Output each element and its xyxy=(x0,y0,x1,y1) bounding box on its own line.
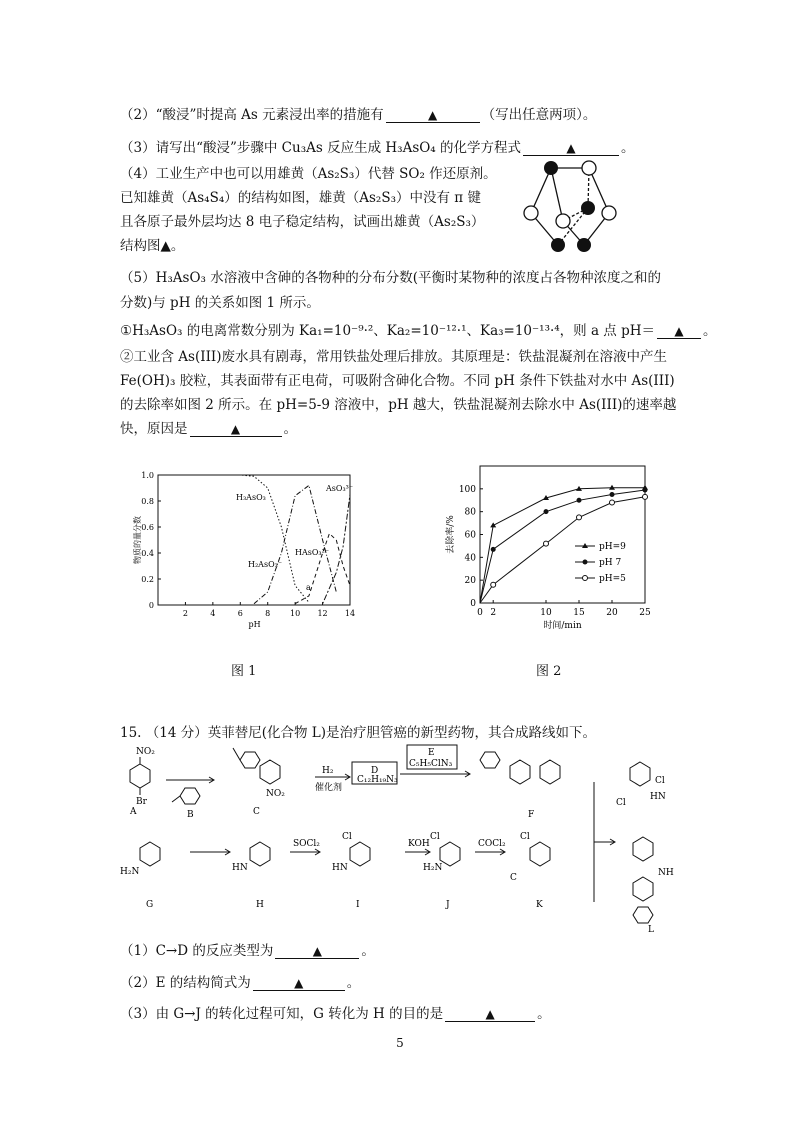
y-tick-label: 0 xyxy=(470,599,476,609)
q5-line-2: 分数)与 pH 的关系如图 1 所示。 xyxy=(120,295,320,311)
q5-s1-tail: 。 xyxy=(703,323,717,339)
x-tick-label: 12 xyxy=(317,609,328,618)
atom-node xyxy=(551,238,565,252)
j-h2n-group: H₂N xyxy=(423,863,443,873)
y-tick-label: 60 xyxy=(464,530,476,541)
br-group: Br xyxy=(136,797,147,807)
e-formula: C₅H₅ClN₃ xyxy=(409,759,453,769)
y-tick-label: 0 xyxy=(148,601,154,610)
s1-tail: 。 xyxy=(361,943,375,959)
q4-tail: 。 xyxy=(170,238,185,254)
q4-blank: ▲ xyxy=(160,238,171,254)
label-d: D xyxy=(371,766,379,776)
y-tick-label: 40 xyxy=(464,553,476,564)
atom-node xyxy=(582,161,596,175)
no2-group: NO₂ xyxy=(136,747,155,757)
q5-sub-2d xyxy=(120,417,297,437)
q4-line-4 xyxy=(120,234,184,254)
reagent-koh: KOH xyxy=(408,839,430,849)
series-line-1 xyxy=(254,485,336,603)
c-no2-group: NO₂ xyxy=(266,789,285,799)
label-e: E xyxy=(428,748,435,758)
series-line-0 xyxy=(158,475,309,602)
q5-s1-text: ①H₃AsO₃ 的电离常数分别为 Ka₁=10⁻⁹·²、Ka₂=10⁻¹²·¹、Ka₃=10⁻¹³·⁴，则 a 点 pH＝ xyxy=(120,323,656,339)
legend-label: pH=9 xyxy=(599,542,626,552)
label-aso3: AsO₃³⁻ xyxy=(326,484,354,493)
atom-node xyxy=(577,238,591,252)
data-point xyxy=(609,485,615,490)
label-l: L xyxy=(648,925,654,932)
q4-l4-text: 结构图 xyxy=(120,238,161,254)
x-tick-label: 6 xyxy=(237,609,243,618)
y-tick-label: 1.0 xyxy=(141,471,154,480)
label-a: A xyxy=(130,807,137,817)
atom-node xyxy=(602,206,616,220)
l-hn-group: HN xyxy=(650,792,666,802)
data-point xyxy=(643,494,648,499)
label-haso3: HAsO₃²⁻ xyxy=(295,548,330,557)
question-2 xyxy=(120,103,596,123)
q5-sub-2a: ②工业含 As(III)废水具有剧毒，常用铁盐处理后排放。其原理是：铁盐混凝剂在溶液中产生 xyxy=(120,349,667,365)
q3-text: （3）请写出“酸浸”步骤中 Cu₃As 反应生成 H₃AsO₄ 的化学方程式 xyxy=(120,140,522,156)
data-point xyxy=(577,498,582,503)
figure-2-chart xyxy=(435,458,655,640)
q3-blank: ▲ xyxy=(523,141,619,156)
legend-label: pH=5 xyxy=(599,574,626,584)
data-point xyxy=(643,487,648,492)
y-tick-label: 0.2 xyxy=(141,575,154,584)
figure-2-caption: 图 2 xyxy=(536,664,562,679)
i-cl-group: Cl xyxy=(342,832,352,842)
page-number: 5 xyxy=(396,1036,404,1050)
j-cl-group: Cl xyxy=(430,832,440,842)
q5-sub-2b: Fe(OH)₃ 胶粒，其表面带有正电荷，可吸附含砷化合物。不同 pH 条件下铁盐对水中 As(III) xyxy=(120,373,675,389)
q5-s1-blank: ▲ xyxy=(657,324,701,339)
s2-text: （2）E 的结构简式为 xyxy=(120,975,251,991)
q5-s2-tail: 。 xyxy=(283,421,297,437)
question-3 xyxy=(120,136,635,156)
label-h2aso3: H₂AsO₃⁻ xyxy=(248,560,283,569)
label-b: B xyxy=(187,810,194,820)
k-cl-group: Cl xyxy=(520,832,530,842)
label-k: K xyxy=(536,900,543,910)
s3-text: （3）由 G→J 的转化过程可知，G 转化为 H 的目的是 xyxy=(120,1006,444,1022)
x-tick-label: 14 xyxy=(344,609,356,618)
x-tick-label: 0 xyxy=(477,608,483,618)
reagent-catalyst: 催化剂 xyxy=(315,783,343,793)
atom-node xyxy=(524,206,538,220)
legend-marker xyxy=(583,560,588,565)
x-tick-label: 2 xyxy=(182,609,188,618)
label-i: I xyxy=(356,900,360,910)
data-point xyxy=(544,541,549,546)
sub-question-3 xyxy=(120,1002,551,1022)
label-j: J xyxy=(446,900,450,910)
s3-tail: 。 xyxy=(537,1006,551,1022)
l-cl-left: Cl xyxy=(616,798,626,808)
q5-sub-1 xyxy=(120,319,717,339)
sub-question-2 xyxy=(120,971,360,991)
as4s4-structure-diagram xyxy=(518,158,624,260)
data-point xyxy=(491,582,496,587)
label-g: G xyxy=(146,900,154,910)
label-f: F xyxy=(528,810,535,820)
s1-text: （1）C→D 的反应类型为 xyxy=(120,943,274,959)
g-h2n-group: H₂N xyxy=(120,867,140,877)
reagent-h2: H₂ xyxy=(322,766,334,776)
q5-sub-2c: 的去除率如图 2 所示。在 pH=5-9 溶液中，pH 越大，铁盐混凝剂去除水中 As(III)的速率越 xyxy=(120,397,677,413)
question-15: 15. （14 分）英菲替尼(化合物 L)是治疗胆管癌的新型药物，其合成路线如下。 xyxy=(120,725,597,741)
s3-blank: ▲ xyxy=(445,1007,535,1022)
label-point-a: a xyxy=(306,583,311,592)
x-tick-label: 10 xyxy=(290,609,301,618)
l-nh-group: NH xyxy=(658,868,674,878)
i-hn-group: HN xyxy=(332,863,348,873)
y-tick-label: 0.4 xyxy=(141,549,154,558)
label-h: H xyxy=(256,900,264,910)
x-tick-label: 25 xyxy=(639,608,651,618)
q4-line-3: 且各原子最外层均达 8 电子稳定结构，试画出雄黄（As₂S₃） xyxy=(120,214,485,230)
y-axis-label: 去除率/% xyxy=(446,515,456,554)
q2-text: （2）“酸浸”时提高 As 元素浸出率的措施有 xyxy=(120,107,384,123)
h-hn-group: HN xyxy=(232,863,248,873)
atom-node xyxy=(544,161,558,175)
data-point xyxy=(491,547,496,552)
x-axis-label: 时间/min xyxy=(543,621,582,631)
figure-1-chart xyxy=(130,465,370,640)
atom-node xyxy=(556,214,570,228)
synthesis-route-diagram xyxy=(110,742,690,932)
y-tick-label: 80 xyxy=(464,507,476,518)
q2-blank: ▲ xyxy=(386,108,480,123)
label-c: C xyxy=(253,807,260,817)
data-point xyxy=(610,500,615,505)
q5-line-1: （5）H₃AsO₃ 水溶液中含砷的各物种的分布分数(平衡时某物种的浓度占各物种浓度之和的 xyxy=(120,270,661,286)
x-tick-label: 2 xyxy=(490,608,497,618)
sub-question-1 xyxy=(120,939,375,959)
data-point xyxy=(544,509,549,514)
data-point xyxy=(577,515,582,520)
d-formula: C₁₂H₁₉N₃ xyxy=(357,775,398,785)
figure-1-caption: 图 1 xyxy=(231,664,257,679)
y-tick-label: 0.6 xyxy=(141,523,154,532)
q4-line-2: 已知雄黄（As₄S₄）的结构如图，雄黄（As₂S₃）中没有 π 键 xyxy=(120,190,481,206)
k-nco-group: C xyxy=(510,873,517,883)
series-line-2 xyxy=(295,534,350,604)
x-axis-label: pH xyxy=(248,620,261,629)
y-tick-label: 20 xyxy=(464,576,476,587)
y-tick-label: 100 xyxy=(458,484,476,495)
reagent-socl2: SOCl₂ xyxy=(293,839,320,849)
q5-s2d-text: 快，原因是 xyxy=(120,421,188,437)
q2-tail: （写出任意两项）。 xyxy=(481,107,597,123)
y-tick-label: 0.8 xyxy=(141,497,154,506)
legend-label: pH 7 xyxy=(599,558,622,568)
atom-node xyxy=(581,201,595,215)
y-axis-label: 物质的量分数 xyxy=(133,516,142,564)
label-h3aso3: H₃AsO₃ xyxy=(236,493,266,502)
x-tick-label: 20 xyxy=(606,608,618,618)
s1-blank: ▲ xyxy=(275,944,359,959)
x-tick-label: 8 xyxy=(265,609,271,618)
s2-tail: 。 xyxy=(346,975,361,991)
q5-s2-blank: ▲ xyxy=(190,422,282,437)
x-tick-label: 10 xyxy=(540,608,552,618)
l-cl-right: Cl xyxy=(655,776,665,786)
x-tick-label: 15 xyxy=(573,608,585,618)
q3-tail: 。 xyxy=(621,140,635,156)
q4-line-1: （4）工业生产中也可以用雄黄（As₂S₃）代替 SO₂ 作还原剂。 xyxy=(120,166,497,182)
reagent-cocl2: COCl₂ xyxy=(478,839,506,849)
s2-blank: ▲ xyxy=(253,976,345,991)
legend-marker xyxy=(583,576,588,581)
data-point xyxy=(610,492,615,497)
x-tick-label: 4 xyxy=(210,609,216,618)
